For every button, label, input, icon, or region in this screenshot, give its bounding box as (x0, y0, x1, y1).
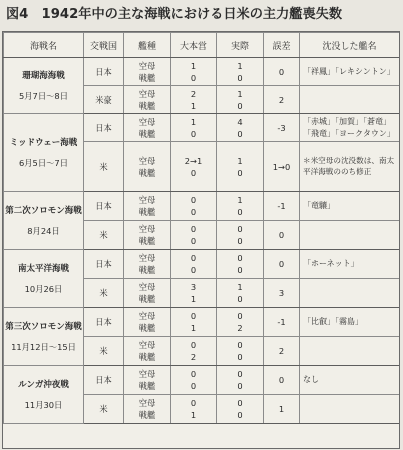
actual-cell (217, 142, 264, 192)
ship-type-battleship: 戦艦 (138, 294, 156, 304)
ship-type-cell (124, 114, 171, 142)
actual-value: 4 (237, 116, 243, 127)
ship-type-carrier: 空母 (138, 282, 156, 292)
table-body (4, 58, 400, 424)
actual-cell (217, 308, 264, 337)
hq-value: 0 (190, 253, 197, 263)
actual-value: 0 (237, 100, 243, 111)
diff-cell: 0 (264, 58, 300, 86)
ship-type-cell (124, 221, 171, 250)
table-row (4, 308, 400, 337)
battle-name: ミッドウェー海戦 (9, 137, 78, 148)
hq-value: 0 (190, 265, 197, 275)
table-row (4, 192, 400, 221)
ship-type-carrier: 空母 (138, 116, 156, 127)
ship-type-carrier: 空母 (138, 88, 156, 99)
country-cell: 日本 (84, 308, 124, 337)
sunk-ships-cell (300, 366, 400, 395)
battle-date: 8月24日 (27, 225, 60, 236)
hq-cell (171, 221, 217, 250)
battle-name: 南太平洋海戦 (17, 263, 69, 274)
ship-type-carrier: 空母 (138, 340, 156, 350)
country-cell: 米豪 (84, 86, 124, 114)
actual-value: 1 (237, 88, 243, 99)
ship-type-battleship: 戦艦 (138, 72, 156, 83)
hq-cell (171, 308, 217, 337)
diff-cell: 3 (264, 279, 300, 308)
actual-cell (217, 86, 264, 114)
actual-cell (217, 279, 264, 308)
header-hq: 大本営 (171, 33, 217, 58)
country-cell: 日本 (84, 58, 124, 86)
ship-type-carrier: 空母 (138, 253, 156, 263)
table-row (4, 250, 400, 279)
country-cell: 米 (84, 142, 124, 192)
ship-type-cell (124, 86, 171, 114)
battle-name: 珊瑚海海戦 (22, 70, 65, 81)
header-row (4, 33, 400, 58)
sunk-ships-cell (300, 337, 400, 366)
diff-cell: 0 (264, 221, 300, 250)
actual-value: 0 (237, 167, 243, 178)
sunk-ships-text: 「比叡」「霧島」 (303, 317, 363, 327)
hq-cell (171, 58, 217, 86)
diff-cell: 1 (264, 395, 300, 424)
actual-value: 1 (237, 155, 243, 166)
country-cell: 米 (84, 337, 124, 366)
ship-type-carrier: 空母 (138, 195, 156, 205)
battle-date: 11月30日 (24, 399, 63, 410)
actual-value: 1 (237, 282, 243, 292)
sunk-ships-cell (300, 250, 400, 279)
actual-value: 0 (237, 381, 243, 391)
header-actual: 実際 (217, 33, 264, 58)
sunk-ships-text: 「赤城」「加賀」「蒼竜」「飛竜」「ヨークタウン」 (303, 117, 395, 138)
diff-cell: 2 (264, 86, 300, 114)
sunk-ships-text: 「竜驤」 (303, 201, 335, 211)
actual-cell (217, 58, 264, 86)
ship-type-cell (124, 142, 171, 192)
actual-value: 0 (237, 294, 243, 304)
actual-cell (217, 337, 264, 366)
actual-value: 0 (237, 207, 243, 217)
diff-cell: 2 (264, 337, 300, 366)
ship-type-carrier: 空母 (138, 311, 156, 321)
country-cell: 日本 (84, 250, 124, 279)
hq-value: 0 (190, 236, 197, 246)
table-row (4, 366, 400, 395)
ship-type-cell (124, 366, 171, 395)
battle-date: 11月12日〜15日 (11, 341, 76, 352)
actual-value: 0 (237, 72, 243, 83)
actual-value: 0 (237, 265, 243, 275)
ship-type-battleship: 戦艦 (138, 323, 156, 333)
actual-cell (217, 366, 264, 395)
loss-table (3, 32, 400, 424)
hq-value: 1 (190, 294, 197, 304)
sunk-ships-cell (300, 192, 400, 221)
hq-value: 2 (190, 352, 197, 362)
diff-cell: -1 (264, 192, 300, 221)
hq-value: 0 (190, 167, 197, 178)
battle-date: 6月5日〜7日 (18, 157, 69, 168)
ship-type-cell (124, 308, 171, 337)
actual-value: 0 (237, 352, 243, 362)
ship-type-battleship: 戦艦 (138, 265, 156, 275)
hq-value: 0 (190, 381, 197, 391)
header-diff: 誤差 (264, 33, 300, 58)
ship-type-battleship: 戦艦 (138, 352, 156, 362)
battle-name: 第三次ソロモン海戦 (5, 321, 82, 332)
hq-cell (171, 279, 217, 308)
hq-value: 0 (190, 72, 197, 83)
battle-name: ルンガ沖夜戦 (18, 379, 69, 390)
actual-value: 0 (237, 410, 243, 420)
sunk-ships-cell (300, 58, 400, 86)
sunk-ships-cell (300, 142, 400, 192)
country-cell: 米 (84, 395, 124, 424)
header-ship-type: 艦種 (124, 33, 171, 58)
hq-value: 1 (190, 323, 197, 333)
sunk-ships-text: 「ホーネット」 (303, 259, 359, 269)
sunk-ships-cell (300, 395, 400, 424)
hq-value: 3 (190, 282, 197, 292)
ship-type-battleship: 戦艦 (138, 167, 156, 178)
ship-type-cell (124, 58, 171, 86)
hq-cell (171, 114, 217, 142)
actual-value: 0 (237, 369, 243, 379)
actual-cell (217, 221, 264, 250)
actual-cell (217, 395, 264, 424)
ship-type-battleship: 戦艦 (138, 236, 156, 246)
hq-value: 0 (190, 398, 197, 408)
country-cell: 米 (84, 221, 124, 250)
hq-value: 2→1 (184, 155, 203, 166)
hq-cell (171, 250, 217, 279)
ship-type-battleship: 戦艦 (138, 381, 156, 391)
ship-type-carrier: 空母 (138, 398, 156, 408)
ship-type-cell (124, 395, 171, 424)
actual-value: 0 (237, 311, 243, 321)
actual-value: 2 (237, 323, 243, 333)
page-title: 図4 1942年中の主な海戦における日米の主力艦喪失数 (6, 7, 343, 22)
hq-value: 1 (190, 100, 197, 111)
ship-type-carrier: 空母 (138, 155, 156, 166)
sunk-note: ＊米空母の沈没数は、南太平洋海戦ののち修正 (303, 156, 395, 176)
battle-name: 第二次ソロモン海戦 (5, 205, 82, 216)
diff-cell: -3 (264, 114, 300, 142)
sunk-ships-cell (300, 221, 400, 250)
hq-cell (171, 142, 217, 192)
actual-value: 0 (237, 224, 243, 234)
sunk-ships-text: なし (303, 375, 319, 385)
ship-type-battleship: 戦艦 (138, 207, 156, 217)
sunk-ships-text: 「祥鳳」「レキシントン」 (303, 66, 395, 76)
actual-cell (217, 192, 264, 221)
hq-value: 0 (190, 224, 197, 234)
hq-value: 1 (190, 60, 197, 71)
header-battle: 海戦名 (4, 33, 84, 58)
hq-value: 1 (190, 410, 197, 420)
hq-value: 0 (190, 195, 197, 205)
ship-type-battleship: 戦艦 (138, 128, 156, 139)
hq-value: 0 (190, 369, 197, 379)
ship-type-cell (124, 337, 171, 366)
country-cell: 日本 (84, 114, 124, 142)
country-cell: 日本 (84, 192, 124, 221)
hq-cell (171, 366, 217, 395)
battle-cell (4, 58, 84, 114)
battle-cell (4, 250, 84, 308)
battle-cell (4, 114, 84, 192)
actual-value: 1 (237, 60, 243, 71)
header-sunk: 沈没した艦名 (300, 33, 400, 58)
diff-cell: 0 (264, 366, 300, 395)
loss-table-frame (2, 31, 400, 449)
ship-type-battleship: 戦艦 (138, 410, 156, 420)
battle-cell (4, 192, 84, 250)
country-cell: 日本 (84, 366, 124, 395)
actual-cell (217, 250, 264, 279)
battle-date: 10月26日 (24, 283, 63, 294)
diff-cell: -1 (264, 308, 300, 337)
hq-cell (171, 86, 217, 114)
diff-cell: 0 (264, 250, 300, 279)
ship-type-carrier: 空母 (138, 224, 156, 234)
sunk-ships-cell (300, 114, 400, 142)
ship-type-battleship: 戦艦 (138, 100, 156, 111)
actual-value: 0 (237, 236, 243, 246)
ship-type-cell (124, 192, 171, 221)
battle-date: 5月7日〜8日 (18, 90, 69, 101)
country-cell: 米 (84, 279, 124, 308)
actual-value: 0 (237, 128, 243, 139)
ship-type-carrier: 空母 (138, 60, 156, 71)
actual-value: 1 (237, 195, 243, 205)
ship-type-cell (124, 250, 171, 279)
diff-cell: 1→0 (264, 142, 300, 192)
hq-value: 2 (190, 88, 197, 99)
hq-value: 0 (190, 207, 197, 217)
hq-cell (171, 337, 217, 366)
hq-cell (171, 395, 217, 424)
battle-cell (4, 308, 84, 366)
battle-cell (4, 366, 84, 424)
ship-type-carrier: 空母 (138, 369, 156, 379)
hq-value: 0 (190, 311, 197, 321)
sunk-ships-cell (300, 279, 400, 308)
table-row (4, 58, 400, 86)
header-country: 交戦国 (84, 33, 124, 58)
hq-cell (171, 192, 217, 221)
sunk-ships-cell (300, 308, 400, 337)
hq-value: 0 (190, 128, 197, 139)
actual-cell (217, 114, 264, 142)
table-row (4, 114, 400, 142)
ship-type-cell (124, 279, 171, 308)
hq-value: 1 (190, 116, 197, 127)
actual-value: 0 (237, 398, 243, 408)
hq-value: 0 (190, 340, 197, 350)
actual-value: 0 (237, 340, 243, 350)
sunk-ships-cell (300, 86, 400, 114)
actual-value: 0 (237, 253, 243, 263)
